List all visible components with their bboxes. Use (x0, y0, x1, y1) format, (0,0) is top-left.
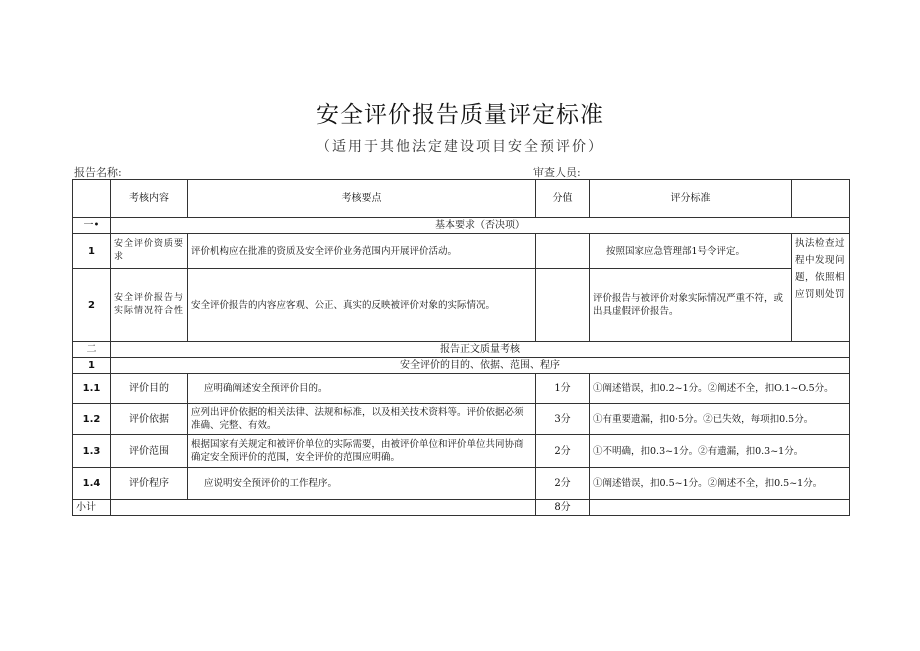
table-row (73, 269, 850, 342)
row-standard: ①阐述错误，扣0.5~1分。②阐述不全，扣0.5~1分。 (590, 468, 850, 500)
row-note: 执法检查过程中发现问题，依照相应罚则处罚 (792, 234, 850, 342)
subsection-title: 安全评价的目的、依据、范围、程序 (111, 358, 850, 374)
table-row (73, 435, 850, 468)
row-points: 评价机构应在批准的资质及安全评价业务范围内开展评价活动。 (188, 234, 536, 269)
header-score: 分值 (536, 180, 590, 218)
section-title: 报告正文质量考核 (111, 342, 850, 358)
row-number: 1 (73, 234, 111, 269)
row-number: 1.4 (73, 468, 111, 500)
row-score (536, 269, 590, 342)
row-score (536, 234, 590, 269)
header-note (792, 180, 850, 218)
row-content: 安全评价报告与实际情况符合性 (111, 269, 188, 342)
row-standard: ①不明确，扣0.3~1分。②有遗漏，扣0.3~1分。 (590, 435, 850, 468)
row-content: 评价目的 (111, 374, 188, 404)
table-row (73, 234, 850, 269)
table-row (73, 374, 850, 404)
document-title: 安全评价报告质量评定标准 (316, 102, 604, 128)
header-standard: 评分标准 (590, 180, 792, 218)
row-score: 2分 (536, 468, 590, 500)
row-score: 1分 (536, 374, 590, 404)
subsection-number: 1 (73, 358, 111, 374)
row-content: 评价程序 (111, 468, 188, 500)
row-score: 3分 (536, 404, 590, 435)
row-number: 2 (73, 269, 111, 342)
section-title: 基本要求（否决项） (111, 218, 850, 234)
row-number: 1.1 (73, 374, 111, 404)
header-points: 考核要点 (188, 180, 536, 218)
reviewer-label: 审查人员: (533, 166, 581, 179)
header-blank (73, 180, 111, 218)
subtotal-standard (590, 500, 850, 516)
header-content: 考核内容 (111, 180, 188, 218)
row-points: 安全评价报告的内容应客观、公正、真实的反映被评价对象的实际情况。 (188, 269, 536, 342)
row-number: 1.3 (73, 435, 111, 468)
subtotal-row (73, 500, 850, 516)
row-standard: 评价报告与被评价对象实际情况严重不符，或出具虚假评价报告。 (590, 269, 792, 342)
section-row (73, 342, 850, 358)
section-row (73, 218, 850, 234)
table-row (73, 468, 850, 500)
row-points: 应明确阐述安全预评价目的。 (188, 374, 536, 404)
row-standard: ①阐述错误，扣0.2~1分。②阐述不全，扣O.1~O.5分。 (590, 374, 850, 404)
document-subtitle: （适用于其他法定建设项目安全预评价） (316, 139, 604, 155)
row-points: 应列出评价依据的相关法律、法规和标准，以及相关技术资料等。评价依据必须准确、完整、有效。 (188, 404, 536, 435)
table-row (73, 404, 850, 435)
row-score: 2分 (536, 435, 590, 468)
row-number: 1.2 (73, 404, 111, 435)
section-number: 二 (73, 342, 111, 358)
report-name-label: 报告名称: (74, 166, 122, 179)
subsection-row (73, 358, 850, 374)
subtotal-label: 小计 (73, 500, 111, 516)
row-content: 评价依据 (111, 404, 188, 435)
row-standard: ①有重要遗漏，扣0·5分。②已失效，每项扣0.5分。 (590, 404, 850, 435)
subtotal-blank (111, 500, 536, 516)
row-points: 根据国家有关规定和被评价单位的实际需要，由被评价单位和评价单位共同协商确定安全预评价的范围，安全评价的范围应明确。 (188, 435, 536, 468)
row-points: 应说明安全预评价的工作程序。 (188, 468, 536, 500)
row-standard: 按照国家应急管理部1号令评定。 (590, 234, 792, 269)
section-number: 一• (73, 218, 111, 234)
evaluation-table (72, 179, 850, 516)
subtotal-score: 8分 (536, 500, 590, 516)
table-header-row (73, 180, 850, 218)
row-content: 安全评价资质要求 (111, 234, 188, 269)
row-content: 评价范围 (111, 435, 188, 468)
